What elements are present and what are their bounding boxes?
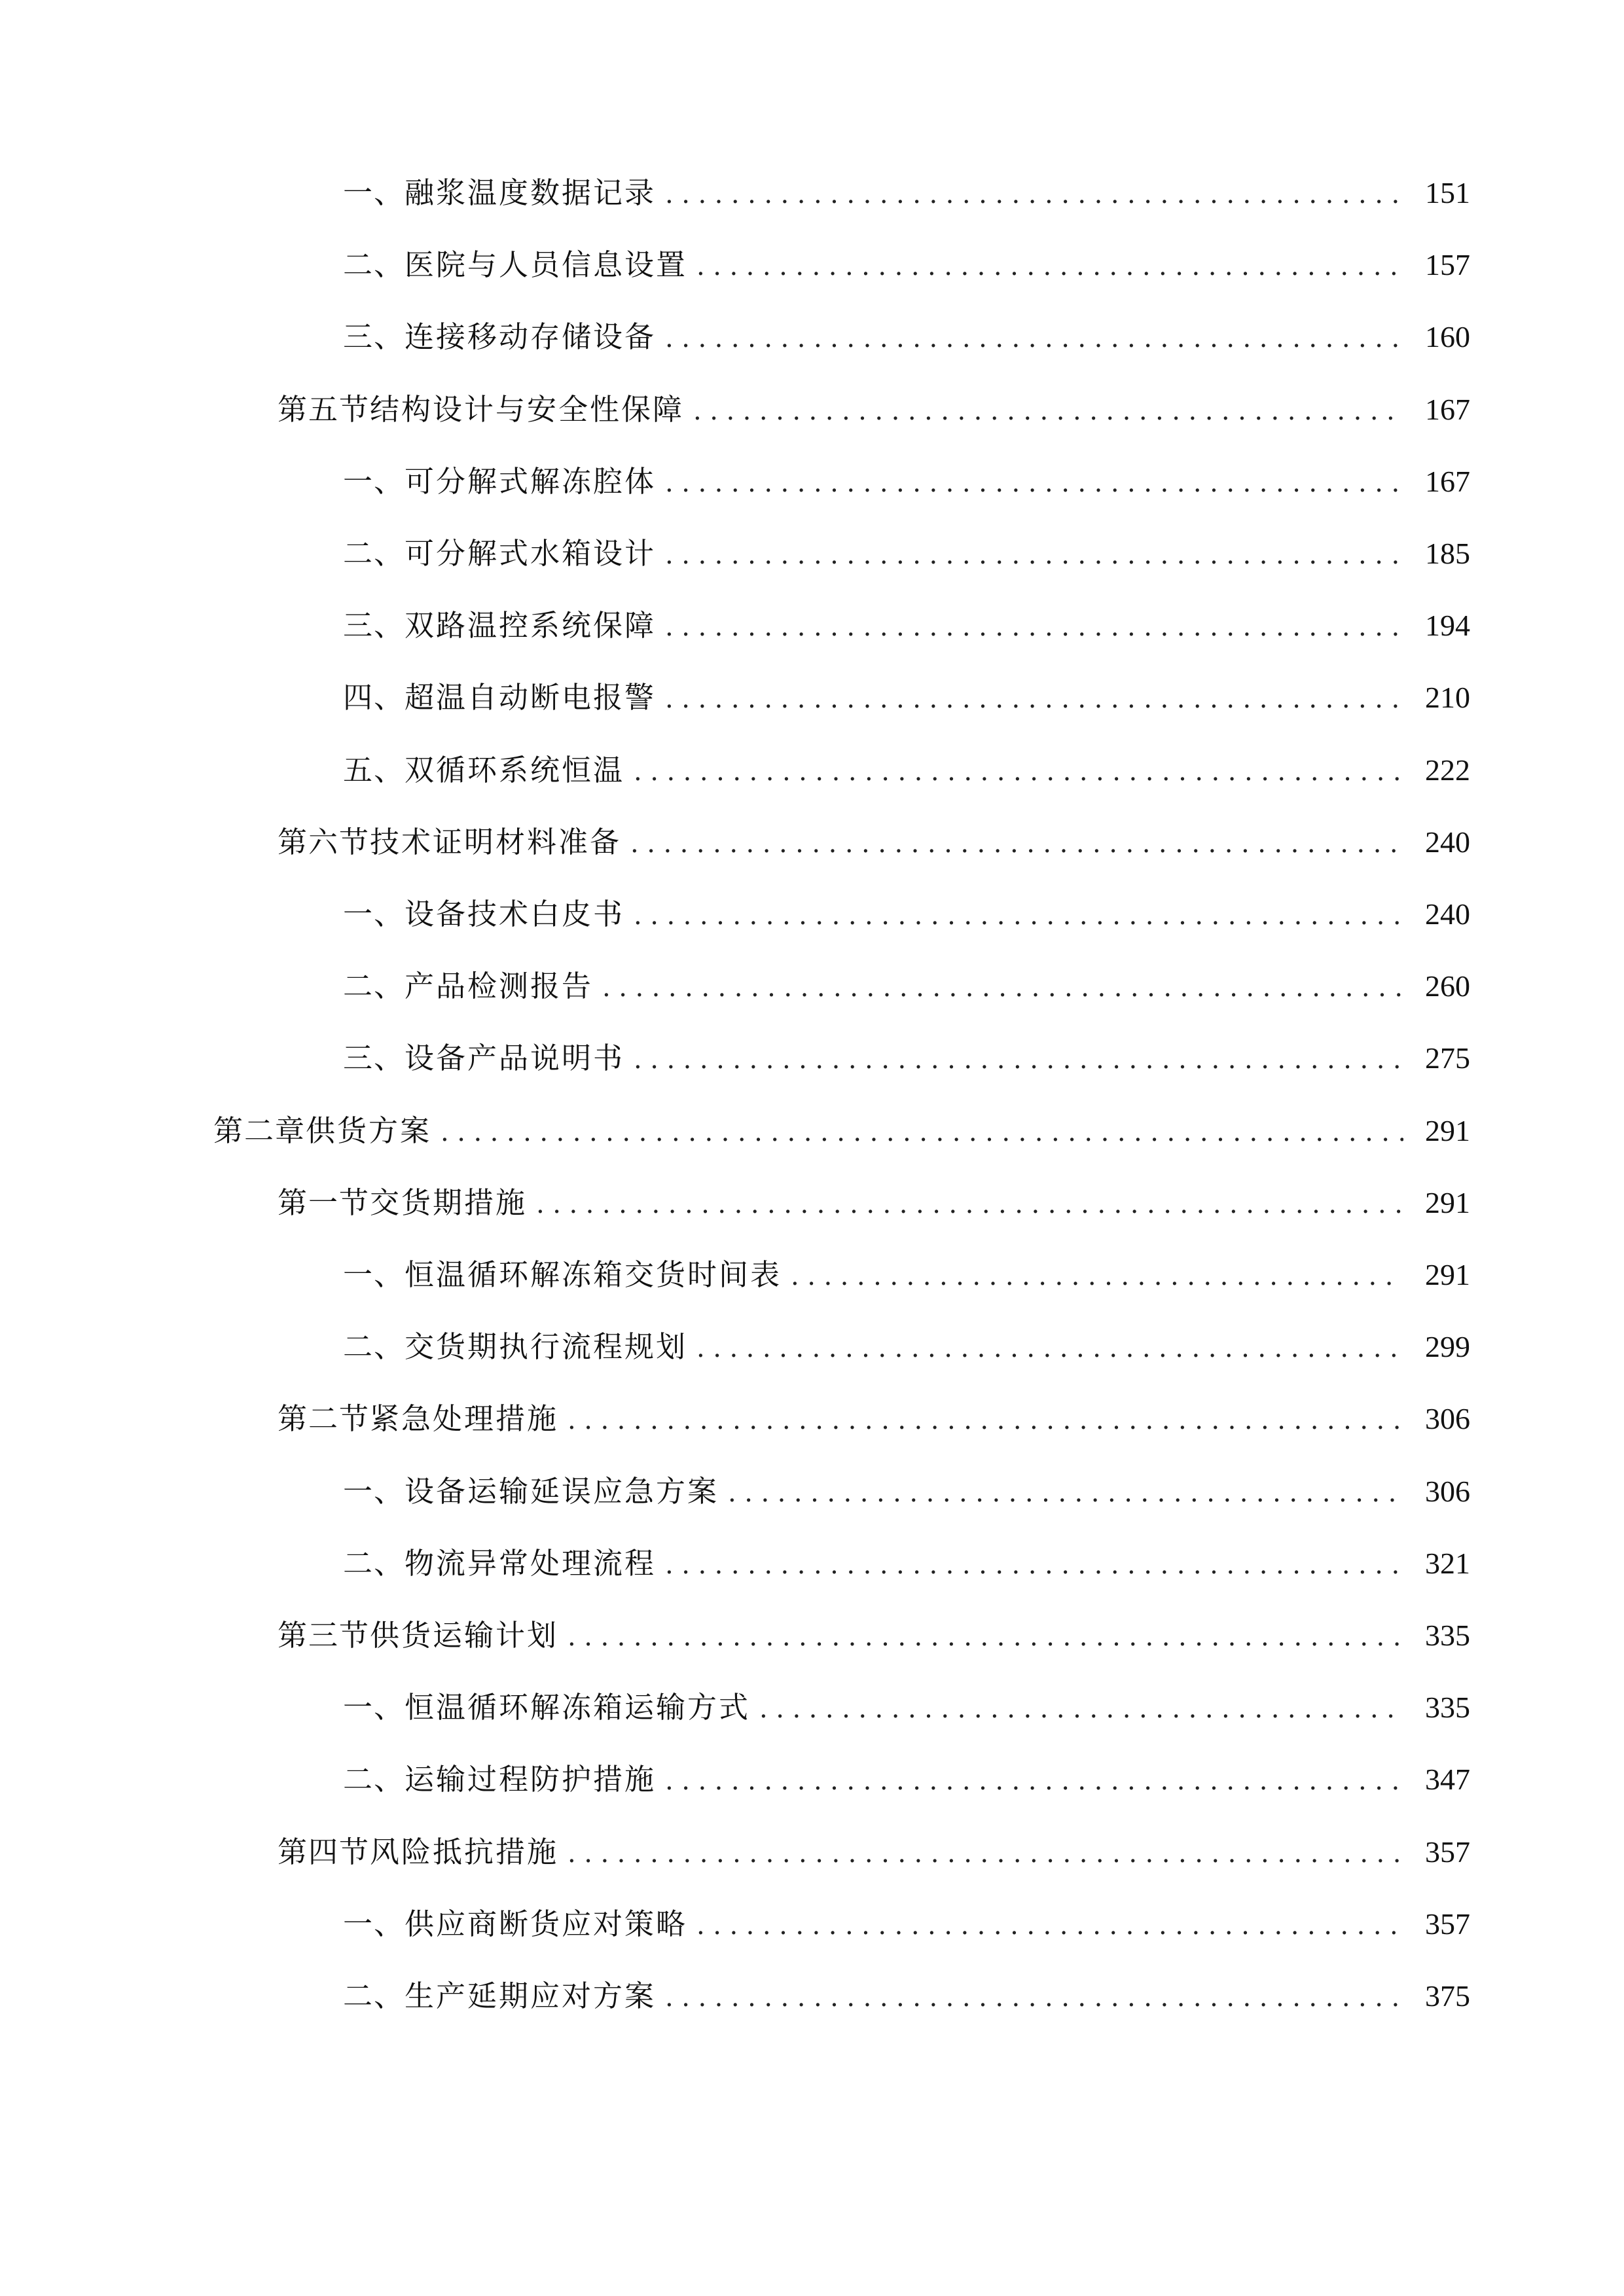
toc-entry-title: 融浆温度数据记录	[405, 175, 657, 210]
toc-entry-number: 第二节	[278, 1401, 370, 1437]
toc-entry-item[interactable]	[343, 1249, 1470, 1301]
toc-entry-number: 二、	[343, 1545, 405, 1581]
toc-dot-leader	[568, 1827, 1403, 1880]
toc-entry-title: 物流异常处理流程	[405, 1545, 657, 1581]
toc-page-number: 151	[1425, 176, 1470, 209]
toc-dot-leader	[693, 385, 1403, 437]
toc-entry-item[interactable]	[343, 1032, 1470, 1085]
toc-entry-item[interactable]	[343, 456, 1470, 508]
toc-entry-section[interactable]	[278, 1177, 1470, 1229]
toc-dot-leader	[791, 1250, 1403, 1302]
toc-entry-title: 紧急处理措施	[370, 1401, 559, 1437]
toc-entry-number: 第五节	[278, 391, 370, 427]
toc-entry-title: 交货期执行流程规划	[405, 1329, 688, 1365]
toc-entry-section[interactable]	[278, 1826, 1470, 1878]
toc-dot-leader	[665, 457, 1403, 509]
toc-entry-number: 一、	[343, 1690, 405, 1725]
toc-page-number: 210	[1425, 681, 1470, 715]
toc-entry-section[interactable]	[278, 816, 1470, 869]
toc-entry-number: 第一节	[278, 1185, 370, 1220]
toc-entry-chapter[interactable]	[213, 1105, 1470, 1157]
toc-entry-section[interactable]	[278, 1393, 1470, 1445]
toc-dot-leader	[665, 1971, 1403, 2024]
toc-page-number: 260	[1425, 969, 1470, 1003]
toc-entry-title: 生产延期应对方案	[405, 1979, 657, 2013]
toc-page-number: 291	[1425, 1185, 1470, 1219]
toc-entry-number: 二、	[343, 536, 405, 571]
toc-entry-item[interactable]	[343, 1681, 1470, 1734]
toc-entry-number: 第四节	[278, 1834, 370, 1869]
toc-entry-title: 设备技术白皮书	[405, 897, 625, 931]
toc-entry-number: 三、	[343, 1041, 405, 1076]
toc-entry-number: 第二章	[213, 1113, 306, 1148]
toc-dot-leader	[696, 1322, 1403, 1374]
toc-page-number: 335	[1425, 1691, 1470, 1725]
toc-entry-number: 第三节	[278, 1618, 370, 1653]
toc-page-number: 357	[1425, 1835, 1470, 1869]
toc-entry-number: 一、	[343, 175, 405, 210]
toc-entry-number: 二、	[343, 1329, 405, 1365]
toc-entry-title: 风险抵抗措施	[370, 1834, 559, 1869]
toc-page-number: 222	[1425, 753, 1470, 787]
toc-page-number: 306	[1425, 1402, 1470, 1436]
toc-dot-leader	[665, 529, 1403, 581]
toc-dot-leader	[665, 1755, 1403, 1807]
toc-entry-number: 一、	[343, 897, 405, 931]
toc-entry-title: 设备产品说明书	[405, 1041, 625, 1076]
toc-page-number: 275	[1425, 1041, 1470, 1075]
toc-dot-leader	[665, 168, 1403, 221]
toc-entry-item[interactable]	[343, 960, 1470, 1013]
toc-entry-item[interactable]	[343, 744, 1470, 797]
toc-dot-leader	[728, 1467, 1403, 1519]
toc-page-number: 375	[1425, 1979, 1470, 2013]
toc-entry-item[interactable]	[343, 1898, 1470, 1950]
toc-entry-item[interactable]	[343, 1321, 1470, 1373]
toc-entry-title: 连接移动存储设备	[405, 319, 657, 355]
toc-entry-title: 双循环系统恒温	[405, 752, 625, 787]
toc-dot-leader	[665, 673, 1403, 725]
toc-entry-title: 医院与人员信息设置	[405, 247, 688, 283]
toc-entry-number: 四、	[343, 680, 405, 715]
toc-dot-leader	[441, 1106, 1403, 1158]
toc-entry-title: 双路温控系统保障	[405, 608, 657, 643]
toc-entry-number: 二、	[343, 247, 405, 283]
toc-entry-item[interactable]	[343, 528, 1470, 580]
toc-dot-leader	[568, 1394, 1403, 1446]
toc-entry-item[interactable]	[343, 1970, 1470, 2022]
toc-entry-item[interactable]	[343, 672, 1470, 724]
toc-entry-item[interactable]	[343, 1537, 1470, 1590]
toc-dot-leader	[665, 1539, 1403, 1591]
toc-dot-leader	[696, 1899, 1403, 1952]
toc-page-number: 240	[1425, 897, 1470, 931]
toc-page-number: 291	[1425, 1113, 1470, 1147]
toc-entry-title: 设备运输延误应急方案	[405, 1473, 719, 1509]
toc-dot-leader	[665, 601, 1403, 653]
toc-entry-section[interactable]	[278, 1609, 1470, 1662]
toc-entry-title: 交货期措施	[370, 1185, 528, 1220]
toc-dot-leader	[568, 1611, 1403, 1663]
toc-dot-leader	[634, 889, 1403, 942]
toc-entry-item[interactable]	[343, 167, 1470, 219]
toc-entry-number: 三、	[343, 608, 405, 643]
toc-dot-leader	[634, 1033, 1403, 1086]
toc-entry-number: 二、	[343, 969, 405, 1004]
toc-page-number: 347	[1425, 1763, 1470, 1797]
toc-dot-leader	[759, 1683, 1403, 1735]
toc-dot-leader	[602, 961, 1403, 1014]
toc-entry-title: 运输过程防护措施	[405, 1762, 657, 1797]
toc-entry-number: 一、	[343, 1257, 405, 1292]
toc-entry-number: 二、	[343, 1762, 405, 1797]
toc-entry-title: 可分解式解冻腔体	[405, 463, 657, 499]
toc-dot-leader	[536, 1178, 1403, 1230]
toc-page-number: 299	[1425, 1330, 1470, 1364]
toc-entry-section[interactable]	[278, 384, 1470, 436]
toc-page-number: 157	[1425, 248, 1470, 282]
toc-entry-title: 结构设计与安全性保障	[370, 391, 685, 427]
toc-dot-leader	[696, 240, 1403, 293]
toc-entry-title: 供货方案	[306, 1113, 432, 1148]
toc-page-number: 321	[1425, 1546, 1470, 1580]
toc-entry-title: 产品检测报告	[405, 969, 594, 1004]
toc-entry-number: 一、	[343, 463, 405, 499]
toc-dot-leader	[665, 312, 1403, 365]
toc-dot-leader	[630, 817, 1403, 870]
toc-entry-item[interactable]	[343, 311, 1470, 363]
toc-entry-item[interactable]	[343, 1753, 1470, 1806]
toc-page-number: 357	[1425, 1907, 1470, 1941]
toc-entry-title: 恒温循环解冻箱运输方式	[405, 1690, 751, 1725]
toc-entry-title: 可分解式水箱设计	[405, 536, 657, 571]
toc-entry-item[interactable]	[343, 888, 1470, 941]
toc-page-number: 194	[1425, 609, 1470, 643]
toc-page-number: 306	[1425, 1474, 1470, 1508]
toc-entry-title: 供应商断货应对策略	[405, 1906, 688, 1941]
toc-page-number: 160	[1425, 320, 1470, 354]
toc-entry-item[interactable]	[343, 239, 1470, 291]
toc-entry-number: 三、	[343, 319, 405, 355]
toc-entry-number: 二、	[343, 1979, 405, 2013]
toc-entry-item[interactable]	[343, 1465, 1470, 1518]
toc-dot-leader	[634, 745, 1403, 798]
toc-page-number: 167	[1425, 392, 1470, 426]
toc-entry-title: 技术证明材料准备	[370, 824, 622, 859]
toc-entry-number: 第六节	[278, 824, 370, 859]
toc-entry-title: 超温自动断电报警	[405, 680, 657, 715]
toc-entry-number: 一、	[343, 1906, 405, 1941]
toc-page-number: 167	[1425, 464, 1470, 498]
toc-page-number: 291	[1425, 1258, 1470, 1291]
toc-page-number: 335	[1425, 1619, 1470, 1652]
toc-entry-number: 五、	[343, 752, 405, 787]
toc-entry-number: 一、	[343, 1473, 405, 1509]
toc-entry-item[interactable]	[343, 600, 1470, 652]
toc-entry-title: 恒温循环解冻箱交货时间表	[405, 1257, 782, 1292]
toc-page-number: 240	[1425, 825, 1470, 859]
toc-page-number: 185	[1425, 537, 1470, 570]
toc-entry-title: 供货运输计划	[370, 1618, 559, 1653]
